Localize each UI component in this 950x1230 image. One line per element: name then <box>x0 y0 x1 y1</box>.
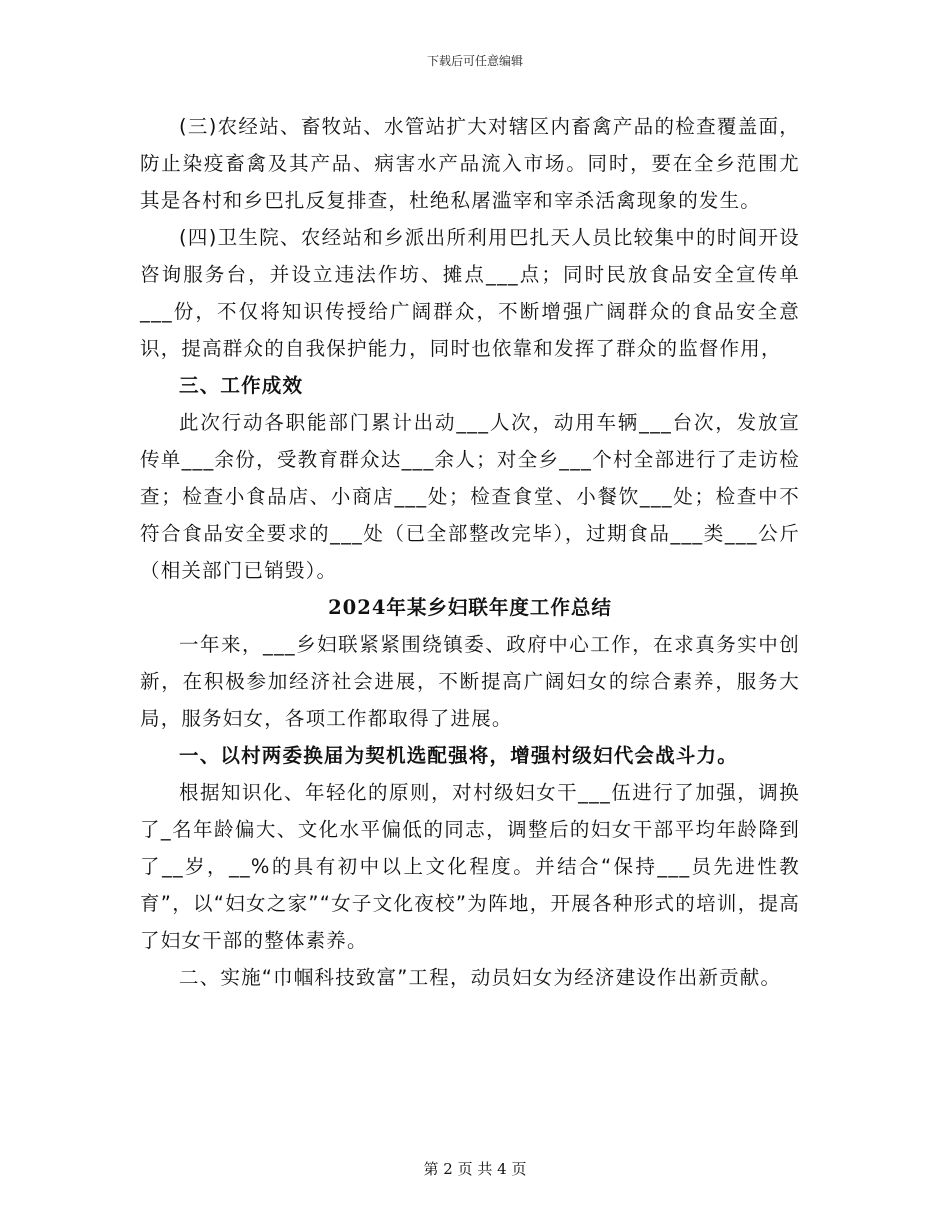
page-footer: 第 2 页 共 4 页 <box>423 1160 527 1178</box>
paragraph-intro: 一年来，___乡妇联紧紧围绕镇委、政府中心工作，在求真务实中创新，在积极参加经济社会进展，不断提高广阔妇女的综合素养，服务大局，服务妇女，各项工作都取得了进展。 <box>140 633 800 730</box>
document-body <box>140 108 800 996</box>
section-heading-2: 二、实施“巾帼科技致富”工程，动员妇女为经济建设作出新贡献。 <box>179 966 782 989</box>
page-header: 下载后可任意编辑 <box>426 54 523 68</box>
paragraph-results: 此次行动各职能部门累计出动___人次，动用车辆___台次，发放宣传单___余份，受教育群众达___余人；对全乡___个村全部进行了走访检查；检查小食品店、小商店___处；检查食堂、小餐饮___处；检查中不符合食品安全要求的___处（已全部整改完毕），过期食品___类___公斤（相关部门已销毁）。 <box>140 411 800 582</box>
paragraph-section-1: 根据知识化、年轻化的原则，对村级妇女干___伍进行了加强，调换了_名年龄偏大、文化水平偏低的同志，调整后的妇女干部平均年龄降到了__岁，__%的具有初中以上文化程度。并结合“保持___员先进性教育”，以“妇女之家”“女子文化夜校”为阵地，开展各种形式的培训，提高了妇女干部的整体素养。 <box>140 781 800 952</box>
paragraph-item-3: (三)农经站、畜牧站、水管站扩大对辖区内畜禽产品的检查覆盖面，防止染疫畜禽及其产品、病害水产品流入市场。同时，要在全乡范围尤其是各村和乡巴扎反复排查，杜绝私屠滥宰和宰杀活禽现象的发生。 <box>140 115 800 212</box>
section-heading-1: 一、以村两委换届为契机选配强将，增强村级妇代会战斗力。 <box>179 744 738 767</box>
paragraph-item-4: (四)卫生院、农经站和乡派出所利用巴扎天人员比较集中的时间开设咨询服务台，并设立违法作坊、摊点___点；同时民放食品安全宣传单___份，不仅将知识传授给广阔群众，不断增强广阔群众的食品安全意识，提高群众的自我保护能力，同时也依靠和发挥了群众的监督作用， <box>140 226 800 360</box>
document-title: 2024年某乡妇联年度工作总结 <box>328 596 612 619</box>
section-heading-results: 三、工作成效 <box>179 374 304 397</box>
